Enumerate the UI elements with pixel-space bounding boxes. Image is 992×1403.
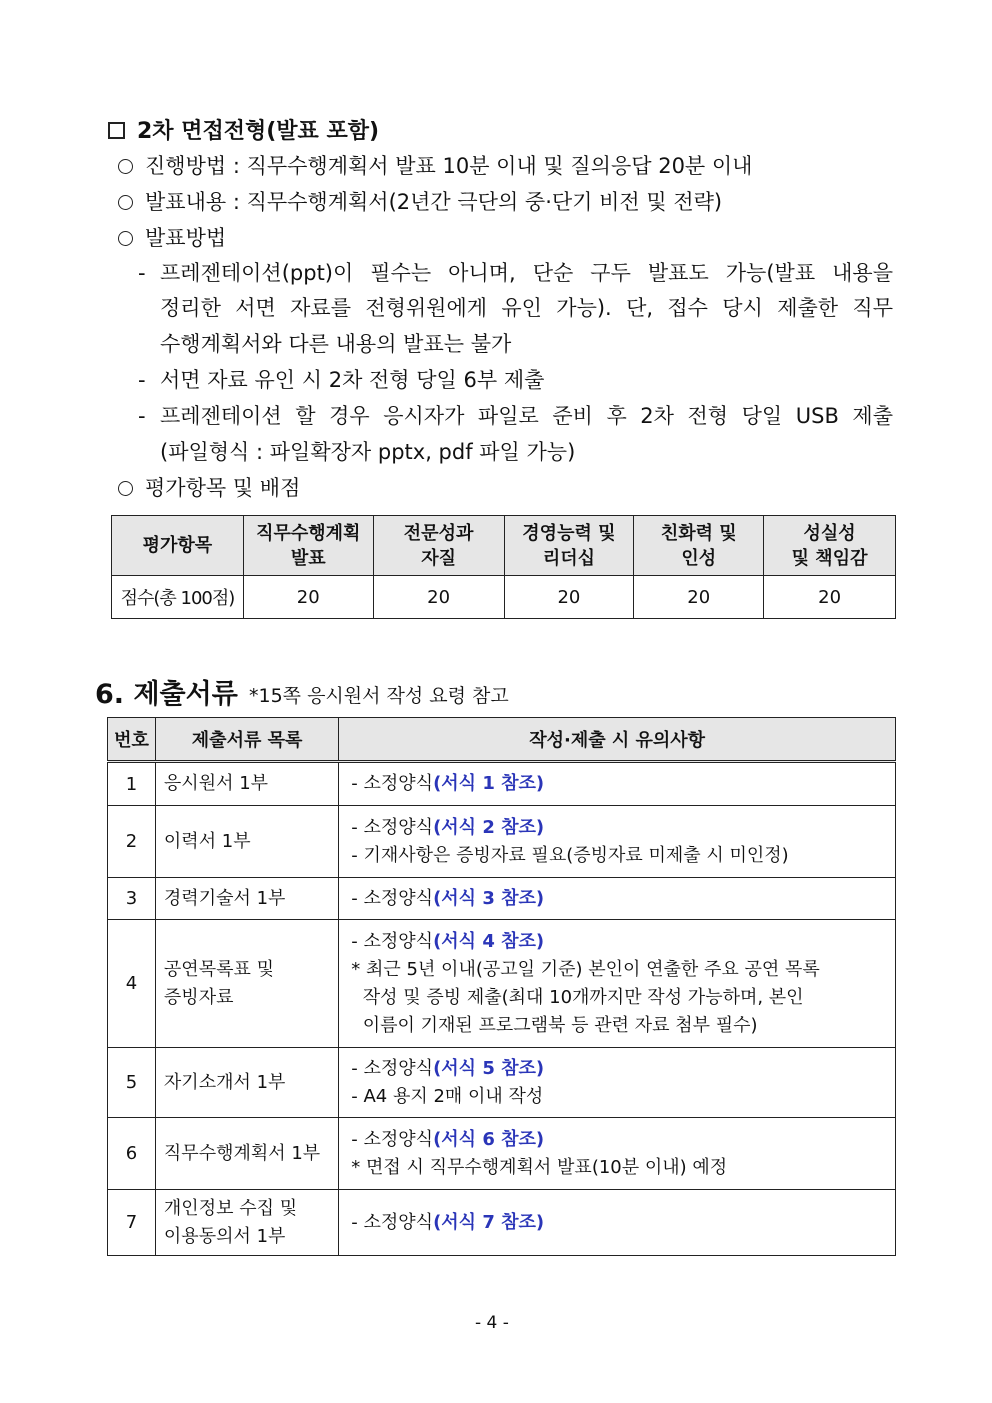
row-number: 4 <box>108 920 156 1048</box>
document-name-line: 경력기술서 1부 <box>163 887 286 909</box>
note-line <box>351 770 889 798</box>
document-name <box>155 1118 338 1190</box>
submission-row <box>108 1048 896 1118</box>
note-line <box>351 885 889 913</box>
note-line <box>351 814 889 842</box>
method-line-4: - 서면 자료 유인 시 2차 전형 당일 6부 제출 <box>138 368 545 392</box>
note-text: 이름이 기재된 프로그램북 등 관련 자료 첨부 필수) <box>351 1014 758 1036</box>
row-number: 3 <box>108 878 156 920</box>
note-text: - A4 용지 2매 이내 작성 <box>351 1085 544 1107</box>
note-text: - 소정양식 <box>351 1057 434 1079</box>
submission-row <box>108 920 896 1048</box>
note-line <box>351 1209 889 1237</box>
submission-row <box>108 1190 896 1256</box>
document-notes <box>339 878 896 920</box>
score-cell: 20 <box>634 576 764 619</box>
note-line <box>351 1126 889 1154</box>
interview-section-title <box>108 114 379 145</box>
form-reference: (서식 4 참조) <box>433 930 545 952</box>
note-line <box>351 1083 889 1111</box>
form-reference: (서식 1 참조) <box>433 773 545 794</box>
method-line-5: - 프레젠테이션 할 경우 응시자가 파일로 준비 후 2차 전형 당일 USB 제출 <box>138 398 893 434</box>
eval-header-cell: 경영능력 및 리더십 <box>504 516 634 576</box>
method-line-3: 수행계획서와 다른 내용의 발표는 불가 <box>160 332 512 356</box>
document-name <box>155 920 338 1048</box>
note-text: - 소정양식 <box>351 773 434 794</box>
interview-item-method <box>118 220 226 256</box>
method-line-6: (파일형식 : 파일확장자 pptx, pdf 파일 가능) <box>160 440 576 464</box>
interview-item-text: 발표내용 : 직무수행계획서(2년간 극단의 중·단기 비전 및 전략) <box>145 190 723 214</box>
document-name <box>155 1190 338 1256</box>
score-cell: 20 <box>243 576 373 619</box>
form-reference: (서식 3 참조) <box>433 887 545 909</box>
submission-row <box>108 762 896 806</box>
submission-row <box>108 878 896 920</box>
note-text: - 기재사항은 증빙자료 필요(증빙자료 미제출 시 미인정) <box>351 844 789 866</box>
note-line <box>351 984 889 1012</box>
score-row-label: 점수(총 100점) <box>112 576 244 619</box>
header-notes: 작성·제출 시 유의사항 <box>339 718 896 762</box>
note-text: - 소정양식 <box>351 1128 434 1150</box>
eval-header-cell: 평가항목 <box>112 516 244 576</box>
row-number: 2 <box>108 806 156 878</box>
page-number: - 4 - <box>475 1313 509 1333</box>
row-number: 1 <box>108 762 156 806</box>
note-line <box>351 1055 889 1083</box>
circle-bullet-icon <box>118 195 133 210</box>
document-notes <box>339 1190 896 1256</box>
row-number: 6 <box>108 1118 156 1190</box>
form-reference: (서식 6 참조) <box>433 1128 545 1150</box>
submission-table <box>107 717 896 1256</box>
interview-item-progress <box>118 148 752 184</box>
evaluation-score-row <box>112 576 896 619</box>
document-notes <box>339 806 896 878</box>
interview-item-content <box>118 184 722 220</box>
score-cell: 20 <box>373 576 504 619</box>
document-name-line: 이용동의서 1부 <box>163 1225 286 1247</box>
score-cell: 20 <box>504 576 634 619</box>
row-number: 5 <box>108 1048 156 1118</box>
note-text: - 소정양식 <box>351 930 434 952</box>
document-notes <box>339 762 896 806</box>
document-name-line: 증빙자료 <box>163 986 234 1008</box>
submission-note: *15쪽 응시원서 작성 요령 참고 <box>249 685 509 707</box>
document-name-line: 자기소개서 1부 <box>163 1071 286 1093</box>
eval-header-cell: 전문성과 자질 <box>373 516 504 576</box>
document-notes <box>339 1048 896 1118</box>
method-line-text: 서면 자료 유인 시 2차 전형 당일 6부 제출 <box>160 368 545 392</box>
form-reference: (서식 7 참조) <box>433 1211 545 1233</box>
note-text: * 최근 5년 이내(공고일 기준) 본인이 연출한 주요 공연 목록 <box>351 958 820 980</box>
document-name-line: 이력서 1부 <box>163 830 251 852</box>
note-text: - 소정양식 <box>351 816 434 838</box>
submission-row <box>108 1118 896 1190</box>
document-name <box>155 806 338 878</box>
header-document: 제출서류 목록 <box>155 718 338 762</box>
square-bullet-icon <box>108 122 125 139</box>
form-reference: (서식 2 참조) <box>433 816 545 838</box>
method-line-text: 프레젠테이션(ppt)이 필수는 아니며, 단순 구두 발표도 가능(발표 내용을 <box>160 261 893 285</box>
document-name <box>155 762 338 806</box>
document-name-line: 공연목록표 및 <box>163 958 274 980</box>
row-number: 7 <box>108 1190 156 1256</box>
submission-header-row <box>108 718 896 762</box>
eval-header-cell: 직무수행계획 발표 <box>243 516 373 576</box>
document-name <box>155 878 338 920</box>
note-line <box>351 1154 889 1182</box>
document-notes <box>339 1118 896 1190</box>
interview-title-text: 2차 면접전형(발표 포함) <box>137 119 380 144</box>
note-line <box>351 928 889 956</box>
document-name-line: 직무수행계획서 1부 <box>163 1142 321 1164</box>
note-text: - 소정양식 <box>351 887 434 909</box>
note-text: 작성 및 증빙 제출(최대 10개까지만 작성 가능하며, 본인 <box>351 986 804 1008</box>
evaluation-table <box>111 515 896 619</box>
score-cell: 20 <box>764 576 896 619</box>
method-line-2: 정리한 서면 자료를 전형위원에게 유인 가능). 단, 접수 당시 제출한 직무 <box>160 296 893 320</box>
document-name-line: 개인정보 수집 및 <box>163 1197 298 1219</box>
eval-label <box>118 470 300 506</box>
note-text: * 면접 시 직무수행계획서 발표(10분 이내) 예정 <box>351 1156 728 1178</box>
circle-bullet-icon <box>118 231 133 246</box>
document-notes <box>339 920 896 1048</box>
form-reference: (서식 5 참조) <box>433 1057 545 1079</box>
header-number: 번호 <box>108 718 156 762</box>
document-name-line: 응시원서 1부 <box>163 773 269 794</box>
evaluation-header-row <box>112 516 896 576</box>
eval-header-cell: 성실성 및 책임감 <box>764 516 896 576</box>
circle-bullet-icon <box>118 159 133 174</box>
interview-item-text: 발표방법 <box>145 226 227 250</box>
eval-label-text: 평가항목 및 배점 <box>145 476 301 500</box>
eval-header-cell: 친화력 및 인성 <box>634 516 764 576</box>
note-line <box>351 842 889 870</box>
note-text: - 소정양식 <box>351 1211 434 1233</box>
document-name <box>155 1048 338 1118</box>
method-line-1: - 프레젠테이션(ppt)이 필수는 아니며, 단순 구두 발표도 가능(발표 내용을 <box>138 255 893 291</box>
note-line <box>351 956 889 984</box>
submission-row <box>108 806 896 878</box>
circle-bullet-icon <box>118 481 133 496</box>
note-line <box>351 1012 889 1040</box>
interview-item-text: 진행방법 : 직무수행계획서 발표 10분 이내 및 질의응답 20분 이내 <box>145 154 753 178</box>
method-line-text: 프레젠테이션 할 경우 응시자가 파일로 준비 후 2차 전형 당일 USB 제출 <box>160 404 893 428</box>
submission-section-title: 6. 제출서류 <box>95 679 238 710</box>
